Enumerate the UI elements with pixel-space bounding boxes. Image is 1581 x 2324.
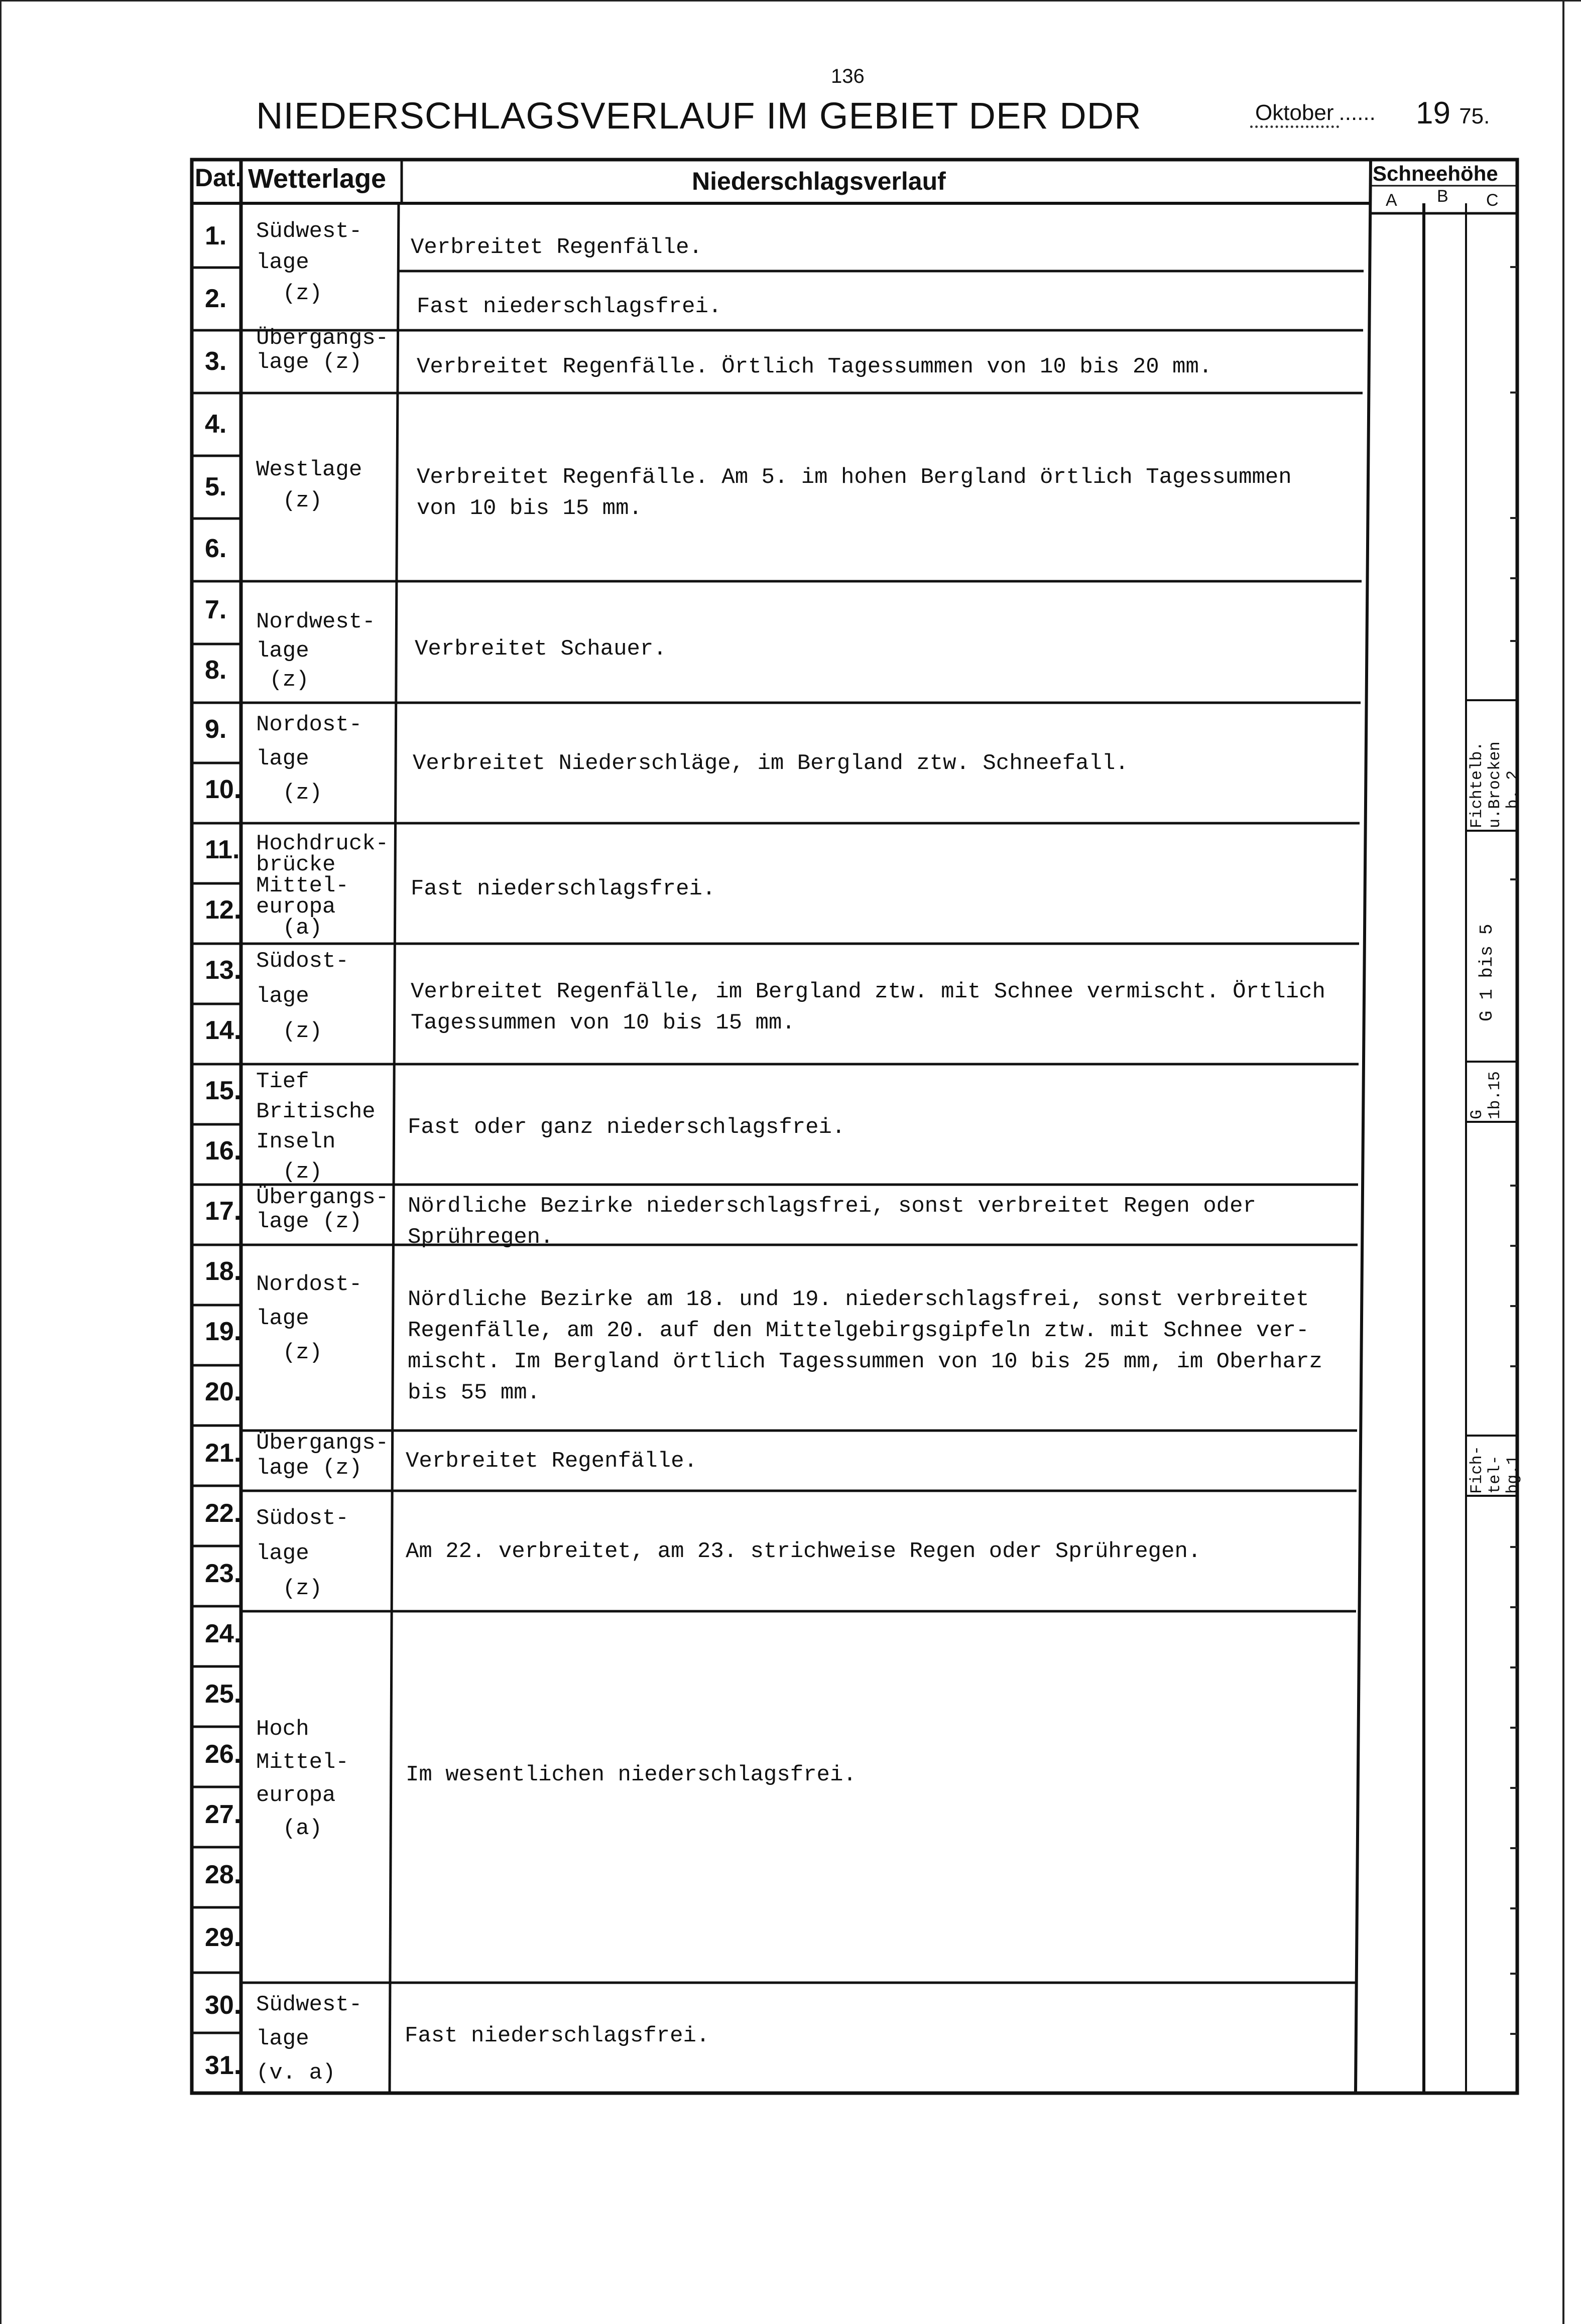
margin-tick <box>1510 1245 1517 1247</box>
header-niederschlagsverlauf: Niederschlagsverlauf <box>692 167 946 195</box>
day-number: 30. <box>205 1991 241 2020</box>
day-number: 14. <box>205 1016 241 1045</box>
wetterlage-cell: Südwest- lage (v. a) <box>256 1992 362 2086</box>
precip-text: Verbreitet Regenfälle. Örtlich Tagessummen von 10 bis 20 mm. <box>417 354 1212 379</box>
precip-text: Verbreitet Regenfälle. Am 5. im hohen Bergland örtlich Tagessummen von 10 bis 15 mm. <box>417 465 1292 521</box>
day-number: 7. <box>205 595 227 624</box>
margin-tick <box>1510 1185 1517 1187</box>
day-number: 8. <box>205 656 227 685</box>
snow-note: G 1 bis 5 <box>1477 924 1497 1021</box>
precip-text: Fast niederschlagsfrei. <box>417 294 722 319</box>
year-suffix: 75. <box>1459 104 1490 128</box>
margin-tick <box>1510 1546 1517 1548</box>
margin-tick <box>1510 266 1517 268</box>
wetterlage-cell: Nordwest- lage (z) <box>256 609 376 693</box>
day-number: 3. <box>205 347 227 376</box>
day-number: 20. <box>205 1377 241 1406</box>
snow-note: Fich- tel- bg.1 <box>1468 1445 1522 1494</box>
precip-text: Nördliche Bezirke am 18. und 19. niederschlagsfrei, sonst verbreitet Regenfälle, am 20. auf den Mittelgebirgsgipfeln ztw. mit Schnee ver- mischt. Im Bergland örtlich Tagessummen von 10 bis 25 mm, im Oberharz bis 55 mm. <box>408 1287 1322 1405</box>
header-col-c: C <box>1486 191 1499 210</box>
margin-tick <box>1510 1973 1517 1975</box>
wetterlage-cell: Hochdruck- brücke Mittel- europa (a) <box>256 831 389 941</box>
day-number: 27. <box>205 1800 241 1829</box>
wetterlage-cell: Westlage (z) <box>256 457 362 513</box>
header-wetterlage: Wetterlage <box>248 164 387 194</box>
header-dat: Dat. <box>195 164 242 192</box>
snow-note: Fichtelb. u.Brocken b. 2 <box>1468 741 1522 828</box>
header-col-a: A <box>1386 191 1397 210</box>
day-number: 18. <box>205 1257 241 1286</box>
page-number: 136 <box>831 65 865 87</box>
margin-tick <box>1510 1305 1517 1307</box>
day-number: 15. <box>205 1076 241 1105</box>
day-number: 22. <box>205 1499 241 1528</box>
margin-tick <box>1510 517 1517 519</box>
wetterlage-cell: Übergangs- lage (z) <box>256 326 389 375</box>
precip-text: Verbreitet Niederschläge, im Bergland ztw. Schneefall. <box>413 751 1129 776</box>
day-number: 10. <box>205 775 241 804</box>
day-number: 23. <box>205 1559 241 1588</box>
snow-note: G 1b.15 <box>1468 1071 1504 1119</box>
precip-text: Verbreitet Regenfälle. <box>406 1449 697 1474</box>
precip-text: Im wesentlichen niederschlagsfrei. <box>406 1762 857 1787</box>
margin-tick <box>1510 1666 1517 1668</box>
margin-tick <box>1510 640 1517 642</box>
margin-tick <box>1510 1365 1517 1367</box>
day-number: 26. <box>205 1740 241 1769</box>
margin-tick <box>1510 1907 1517 1909</box>
day-number: 25. <box>205 1680 241 1709</box>
day-number: 2. <box>205 284 227 313</box>
precip-text: Nördliche Bezirke niederschlagsfrei, sonst verbreitet Regen oder Sprühregen. <box>408 1194 1256 1250</box>
day-number: 9. <box>205 715 227 744</box>
margin-tick <box>1510 577 1517 579</box>
day-number: 6. <box>205 534 227 563</box>
day-number: 28. <box>205 1860 241 1889</box>
day-number: 12. <box>205 895 241 925</box>
precip-text: Am 22. verbreitet, am 23. strichweise Regen oder Sprühregen. <box>406 1539 1201 1564</box>
header-col-b: B <box>1437 187 1448 206</box>
wetterlage-cell: Übergangs- lage (z) <box>256 1431 389 1481</box>
margin-tick <box>1510 392 1517 394</box>
day-number: 16. <box>205 1136 241 1166</box>
margin-tick <box>1510 2033 1517 2035</box>
margin-tick <box>1510 1727 1517 1729</box>
wetterlage-cell: Hoch Mittel- europa (a) <box>256 1717 349 1841</box>
day-number: 29. <box>205 1923 241 1952</box>
precip-text: Verbreitet Regenfälle. <box>411 235 702 260</box>
day-number: 19. <box>205 1317 241 1346</box>
year-prefix: 19 <box>1416 96 1450 131</box>
month-value: Oktober <box>1250 100 1339 128</box>
wetterlage-cell: Nordost- lage (z) <box>256 1272 362 1365</box>
wetterlage-cell: Südost- lage (z) <box>256 949 349 1044</box>
wetterlage-cell: Tief Britische Inseln (z) <box>256 1069 376 1185</box>
margin-tick <box>1510 1847 1517 1849</box>
precip-text: Fast oder ganz niederschlagsfrei. <box>408 1115 845 1140</box>
margin-tick <box>1510 878 1517 880</box>
wetterlage-cell: Südwest- lage (z) <box>256 219 362 306</box>
margin-tick <box>1510 1787 1517 1789</box>
day-number: 11. <box>205 835 240 864</box>
wetterlage-cell: Südost- lage (z) <box>256 1506 349 1601</box>
precip-text: Fast niederschlagsfrei. <box>411 876 716 901</box>
day-number: 31. <box>205 2051 241 2080</box>
precip-text: Verbreitet Schauer. <box>415 636 667 662</box>
header-schneehoehe: Schneehöhe <box>1373 162 1498 185</box>
day-number: 24. <box>205 1619 241 1648</box>
wetterlage-cell: Nordost- lage (z) <box>256 712 362 806</box>
precip-text: Verbreitet Regenfälle, im Bergland ztw. mit Schnee vermischt. Örtlich Tagessummen von 10 bis 15 mm. <box>411 979 1325 1036</box>
margin-tick <box>1510 1606 1517 1608</box>
day-number: 5. <box>205 472 227 501</box>
month: Oktober ...... <box>1250 100 1376 128</box>
day-number: 4. <box>205 410 227 439</box>
page-title: NIEDERSCHLAGSVERLAUF IM GEBIET DER DDR <box>256 95 1142 137</box>
day-number: 17. <box>205 1197 241 1226</box>
wetterlage-cell: Übergangs- lage (z) <box>256 1185 389 1234</box>
day-number: 1. <box>205 221 227 250</box>
day-number: 21. <box>205 1439 241 1468</box>
precip-text: Fast niederschlagsfrei. <box>405 2023 710 2048</box>
day-number: 13. <box>205 956 241 985</box>
